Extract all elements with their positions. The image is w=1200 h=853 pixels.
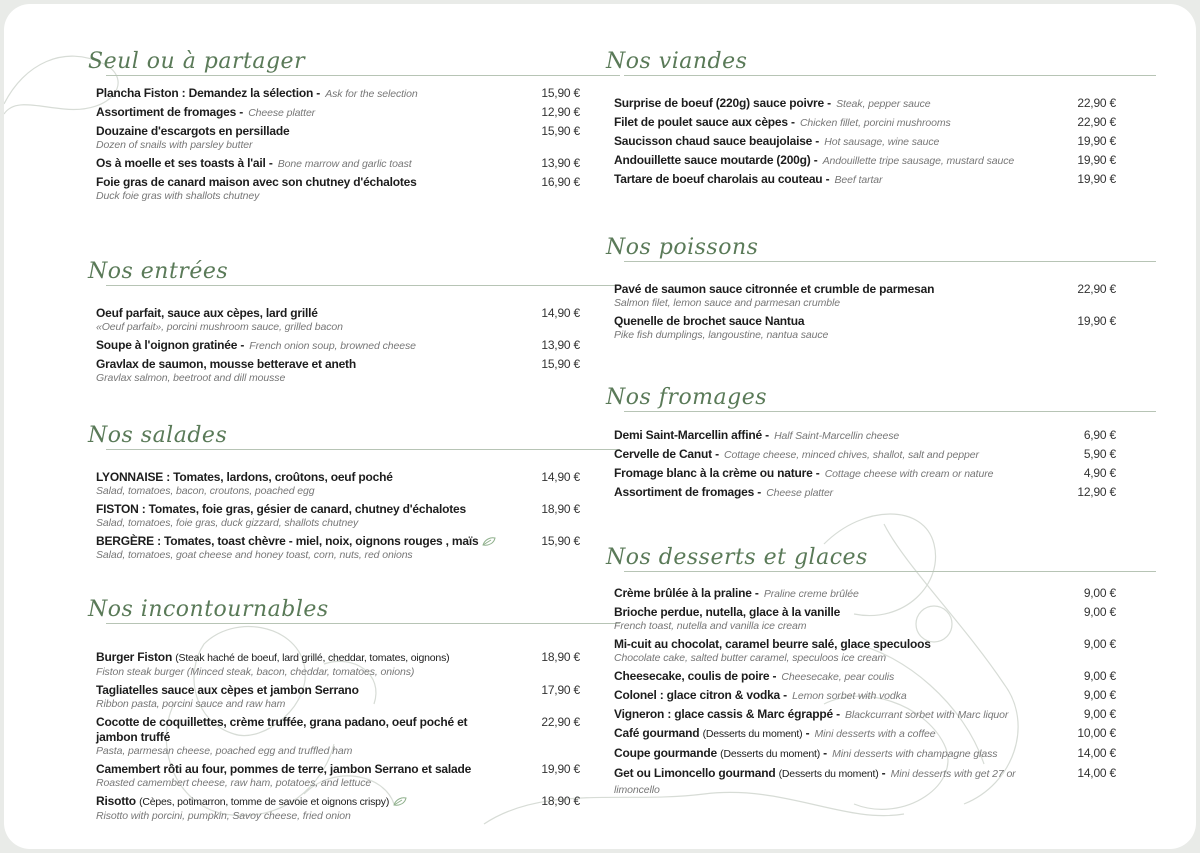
dish-price: 18,90 € [541, 502, 580, 516]
dish-translation: Beef tartar [834, 174, 883, 186]
dish-name: Camembert rôti au four, pommes de terre, jambon Serrano et salade [96, 762, 472, 776]
section-header [606, 226, 1116, 264]
menu-item [96, 534, 580, 562]
dish-name: Assortiment de fromages [614, 485, 755, 499]
menu-item [96, 357, 580, 385]
dish-price: 14,90 € [541, 306, 580, 320]
dish-name: Foie gras de canard maison avec son chutney d'échalotes [96, 175, 417, 189]
dish-price: 9,00 € [1083, 637, 1116, 651]
dish-translation: Salad, tomatoes, goat cheese and honey toast, corn, nuts, red onions [96, 549, 413, 561]
menu-item: Andouillette sauce moutarde (200g) - Andouillette tripe sausage, mustard sauce 19,90 € [614, 153, 1116, 167]
menu-page [4, 4, 1196, 849]
section-nos-viandes [606, 40, 1116, 187]
dish-name: Get ou Limoncello gourmand [614, 766, 776, 780]
dish-name: Risotto [96, 794, 136, 808]
dish-name: Quenelle de brochet sauce Nantua [614, 314, 805, 328]
dish-translation: Cheese platter [766, 487, 834, 499]
dish-name: Burger Fiston [96, 650, 173, 664]
dish-price: 9,00 € [1083, 605, 1116, 619]
dish-price: 15,90 € [541, 357, 580, 371]
dish-name: Plancha Fiston : Demandez la sélection [96, 86, 314, 100]
dish-translation: French onion soup, browned cheese [249, 340, 416, 352]
section-divider [106, 623, 620, 624]
dish-price: 9,00 € [1083, 688, 1116, 702]
section-divider [106, 285, 620, 286]
dish-translation: Mini desserts with get 27 or limoncello [614, 768, 1016, 796]
menu-item [614, 282, 1116, 310]
menu-item [614, 605, 1116, 633]
menu-item: Crème brûlée à la praline - Praline creme brûlée 9,00 € [614, 586, 1116, 600]
dish-price: 15,90 € [541, 86, 580, 100]
dish-price: 22,90 € [1077, 96, 1116, 110]
dish-name: Gravlax de saumon, mousse betterave et aneth [96, 357, 356, 371]
dish-name: Andouillette sauce moutarde (200g) [614, 153, 811, 167]
section-divider [624, 571, 1156, 572]
dish-price: 18,90 € [541, 794, 580, 808]
section-nos-incontournables [88, 588, 580, 823]
dish-translation: Andouillette tripe sausage, mustard sauce [822, 155, 1015, 167]
dish-price: 9,00 € [1083, 707, 1116, 721]
dish-translation: Mini desserts with a coffee [814, 728, 936, 740]
dish-price: 14,00 € [1077, 766, 1116, 780]
dish-price: 4,90 € [1083, 466, 1116, 480]
dish-name: Surprise de boeuf (220g) sauce poivre [614, 96, 825, 110]
dish-translation: Pasta, parmesan cheese, poached egg and truffled ham [96, 745, 353, 757]
dish-translation: Half Saint-Marcellin cheese [774, 430, 900, 442]
dish-name: Os à moelle et ses toasts à l'ail [96, 156, 266, 170]
section-nos-desserts-et-glaces [606, 536, 1116, 797]
menu-item: Cervelle de Canut - Cottage cheese, minced chives, shallot, salt and pepper 5,90 € [614, 447, 1116, 461]
dish-translation: Ribbon pasta, porcini sauce and raw ham [96, 698, 286, 710]
dish-price: 19,90 € [1077, 134, 1116, 148]
dish-name: Pavé de saumon sauce citronnée et crumble de parmesan [614, 282, 935, 296]
dish-name: Filet de poulet sauce aux cèpes [614, 115, 788, 129]
dish-price: 9,00 € [1083, 669, 1116, 683]
section-header [88, 40, 580, 78]
dish-name: Oeuf parfait, sauce aux cèpes, lard grillé [96, 306, 318, 320]
menu-item: Surprise de boeuf (220g) sauce poivre - Steak, pepper sauce 22,90 € [614, 96, 1116, 110]
dish-name: Cervelle de Canut [614, 447, 712, 461]
dish-translation: Risotto with porcini, pumpkin, Savoy cheese, fried onion [96, 810, 351, 822]
dish-translation: Hot sausage, wine sauce [824, 136, 940, 148]
dish-translation: Chicken fillet, porcini mushrooms [799, 117, 951, 129]
section-header [88, 250, 580, 288]
dish-translation: Pike fish dumplings, langoustine, nantua sauce [614, 329, 829, 341]
menu-item: Tartare de boeuf charolais au couteau - Beef tartar 19,90 € [614, 172, 1116, 186]
dish-name: Colonel : glace citron & vodka [614, 688, 781, 702]
dish-name: Fromage blanc à la crème ou nature [614, 466, 813, 480]
section-divider [624, 75, 1156, 76]
vegetarian-leaf-icon [393, 797, 407, 806]
menu-item [96, 683, 580, 711]
menu-item: Plancha Fiston : Demandez la sélection - Ask for the selection 15,90 € [96, 86, 580, 100]
dish-price: 9,00 € [1083, 586, 1116, 600]
dish-price: 16,90 € [541, 175, 580, 189]
dish-price: 22,90 € [1077, 115, 1116, 129]
section-header [88, 414, 580, 452]
dish-price: 12,90 € [541, 105, 580, 119]
dish-translation: Dozen of snails with parsley butter [96, 139, 253, 151]
dish-translation: French toast, nutella and vanilla ice cream [614, 620, 807, 632]
section-nos-fromages [606, 376, 1116, 500]
dish-price: 15,90 € [541, 534, 580, 548]
dish-name: Brioche perdue, nutella, glace à la vanille [614, 605, 841, 619]
dish-name: Café gourmand [614, 726, 700, 740]
dish-price: 12,90 € [1077, 485, 1116, 499]
menu-item [96, 502, 580, 530]
dish-note: (Desserts du moment) [702, 728, 803, 740]
dish-price: 19,90 € [541, 762, 580, 776]
dish-name: Tagliatelles sauce aux cèpes et jambon Serrano [96, 683, 359, 697]
dish-price: 17,90 € [541, 683, 580, 697]
section-title: Nos incontournables [88, 597, 329, 622]
section-title: Nos entrées [88, 259, 229, 284]
dish-price: 10,00 € [1077, 726, 1116, 740]
section-divider [624, 411, 1156, 412]
section-title: Nos viandes [606, 49, 748, 74]
menu-item: Coupe gourmande (Desserts du moment) - Mini desserts with champagne glass 14,00 € [614, 746, 1116, 760]
menu-item: Filet de poulet sauce aux cèpes - Chicken fillet, porcini mushrooms 22,90 € [614, 115, 1116, 129]
section-divider [106, 449, 620, 450]
dish-translation: Steak, pepper sauce [836, 98, 931, 110]
dish-name: Soupe à l'oignon gratinée [96, 338, 238, 352]
dish-translation: Cheesecake, pear coulis [781, 671, 895, 683]
dish-price: 18,90 € [541, 650, 580, 664]
section-seul-ou-a-partager [88, 40, 580, 203]
dish-price: 22,90 € [1077, 282, 1116, 296]
dish-name: Douzaine d'escargots en persillade [96, 124, 290, 138]
dish-translation: Fiston steak burger (Minced steak, bacon, cheddar, tomatoes, onions) [96, 666, 415, 678]
menu-item [614, 314, 1116, 342]
dish-translation: Praline creme brûlée [763, 588, 859, 600]
dish-translation: Chocolate cake, salted butter caramel, speculoos ice cream [614, 652, 887, 664]
dish-name: Vigneron : glace cassis & Marc égrappé [614, 707, 833, 721]
dish-translation: Cottage cheese with cream or nature [824, 468, 994, 480]
dish-translation: Salad, tomatoes, foie gras, duck gizzard, shallots chutney [96, 517, 359, 529]
dish-name: Mi-cuit au chocolat, caramel beurre salé, glace speculoos [614, 637, 931, 651]
dish-translation: Duck foie gras with shallots chutney [96, 190, 260, 202]
dish-price: 6,90 € [1083, 428, 1116, 442]
dish-name: Crème brûlée à la praline [614, 586, 752, 600]
menu-item: Vigneron : glace cassis & Marc égrappé - Blackcurrant sorbet with Marc liquor 9,00 € [614, 707, 1116, 721]
menu-item [96, 762, 580, 790]
section-divider [624, 261, 1156, 262]
dish-name: Cheesecake, coulis de poire [614, 669, 770, 683]
menu-item [96, 715, 580, 758]
dish-translation: Gravlax salmon, beetroot and dill mousse [96, 372, 286, 384]
section-title: Seul ou à partager [88, 49, 306, 74]
menu-item: Fromage blanc à la crème ou nature - Cottage cheese with cream or nature 4,90 € [614, 466, 1116, 480]
menu-item: Demi Saint-Marcellin affiné - Half Saint-Marcellin cheese 6,90 € [614, 428, 1116, 442]
dish-name: Tartare de boeuf charolais au couteau [614, 172, 823, 186]
section-header [606, 376, 1116, 414]
dish-price: 13,90 € [541, 338, 580, 352]
menu-item [96, 124, 580, 152]
menu-item: Os à moelle et ses toasts à l'ail - Bone marrow and garlic toast 13,90 € [96, 156, 580, 170]
dish-translation: Mini desserts with champagne glass [832, 748, 998, 760]
dish-name: BERGÈRE : Tomates, toast chèvre - miel, noix, oignons rouges , maïs [96, 534, 479, 548]
dish-translation: «Oeuf parfait», porcini mushroom sauce, grilled bacon [96, 321, 343, 333]
dish-price: 22,90 € [541, 715, 580, 729]
dish-name: Cocotte de coquillettes, crème truffée, grana padano, oeuf poché et jambon truffé [96, 715, 468, 744]
dish-translation: Cottage cheese, minced chives, shallot, salt and pepper [724, 449, 979, 461]
menu-item: Get ou Limoncello gourmand (Desserts du moment) - Mini desserts with get 27 or limoncello 14,00 € [614, 766, 1116, 796]
dish-price: 14,90 € [541, 470, 580, 484]
dish-translation: Salad, tomatoes, bacon, croutons, poached egg [96, 485, 315, 497]
dish-price: 15,90 € [541, 124, 580, 138]
section-nos-poissons [606, 226, 1116, 342]
dish-name: Assortiment de fromages [96, 105, 237, 119]
dish-translation: Ask for the selection [325, 88, 418, 100]
dish-name: Demi Saint-Marcellin affiné [614, 428, 762, 442]
menu-item: Colonel : glace citron & vodka - Lemon sorbet with vodka 9,00 € [614, 688, 1116, 702]
dish-price: 13,90 € [541, 156, 580, 170]
dish-translation: Blackcurrant sorbet with Marc liquor [845, 709, 1009, 721]
dish-translation: Cheese platter [248, 107, 316, 119]
menu-item: Soupe à l'oignon gratinée - French onion soup, browned cheese 13,90 € [96, 338, 580, 352]
menu-item: Saucisson chaud sauce beaujolaise - Hot sausage, wine sauce 19,90 € [614, 134, 1116, 148]
dish-name: Coupe gourmande [614, 746, 718, 760]
dish-price: 19,90 € [1077, 314, 1116, 328]
dish-note: (Steak haché de boeuf, lard grillé, cheddar, tomates, oignons) [175, 652, 450, 664]
dish-note: (Desserts du moment) [720, 748, 821, 760]
section-nos-entrees [88, 250, 580, 385]
dish-price: 14,00 € [1077, 746, 1116, 760]
menu-item [614, 637, 1116, 665]
section-title: Nos fromages [606, 385, 768, 410]
dish-translation: Salmon filet, lemon sauce and parmesan crumble [614, 297, 840, 309]
dish-note: (Cèpes, potimarron, tomme de savoie et oignons crispy) [139, 796, 390, 808]
dish-name: FISTON : Tomates, foie gras, gésier de canard, chutney d'échalotes [96, 502, 466, 516]
section-divider [106, 75, 620, 76]
section-title: Nos desserts et glaces [606, 545, 868, 570]
menu-item: Cheesecake, coulis de poire - Cheesecake, pear coulis 9,00 € [614, 669, 1116, 683]
menu-item [96, 175, 580, 203]
dish-note: (Desserts du moment) [778, 768, 879, 780]
vegetarian-leaf-icon [482, 537, 496, 546]
section-header [88, 588, 580, 626]
menu-item [96, 794, 580, 823]
menu-item [96, 470, 580, 498]
dish-name: LYONNAISE : Tomates, lardons, croûtons, oeuf poché [96, 470, 393, 484]
dish-translation: Bone marrow and garlic toast [277, 158, 412, 170]
menu-item: Café gourmand (Desserts du moment) - Mini desserts with a coffee 10,00 € [614, 726, 1116, 740]
section-header [606, 40, 1116, 78]
section-header [606, 536, 1116, 574]
menu-item: Assortiment de fromages - Cheese platter 12,90 € [614, 485, 1116, 499]
dish-price: 19,90 € [1077, 172, 1116, 186]
dish-price: 5,90 € [1083, 447, 1116, 461]
section-title: Nos salades [88, 423, 228, 448]
menu-item [96, 306, 580, 334]
menu-item: Assortiment de fromages - Cheese platter 12,90 € [96, 105, 580, 119]
dish-name: Saucisson chaud sauce beaujolaise [614, 134, 813, 148]
section-title: Nos poissons [606, 235, 759, 260]
dish-price: 19,90 € [1077, 153, 1116, 167]
menu-item [96, 650, 580, 679]
section-nos-salades [88, 414, 580, 562]
dish-translation: Lemon sorbet with vodka [792, 690, 907, 702]
dish-translation: Roasted camembert cheese, raw ham, potatoes, and lettuce [96, 777, 372, 789]
